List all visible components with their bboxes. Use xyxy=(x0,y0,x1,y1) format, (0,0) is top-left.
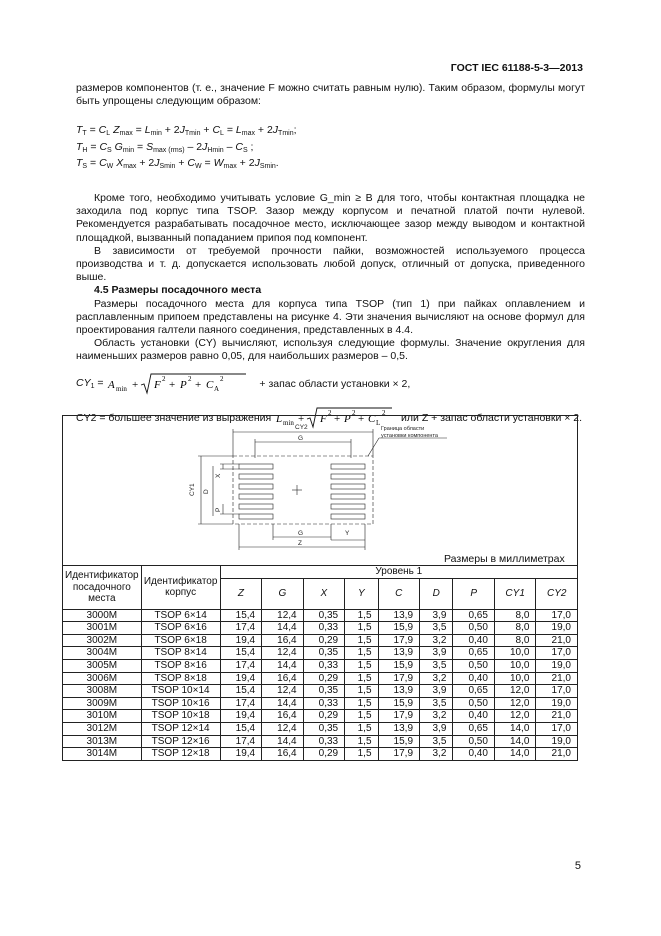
table-cell: 12,0 xyxy=(494,710,536,723)
table-cell: 13,9 xyxy=(378,609,420,622)
cy2-prefix: CY2 = большее значение из выражения xyxy=(76,411,272,424)
table-cell: 19,4 xyxy=(220,710,262,723)
table-cell: 1,5 xyxy=(345,634,378,647)
cy1-suffix: + запас области установки × 2, xyxy=(259,377,411,390)
units-note: Размеры в миллиметрах xyxy=(444,553,565,565)
svg-text:L: L xyxy=(376,418,381,427)
table-cell: 0,35 xyxy=(303,647,345,660)
paragraph-dimensions: Размеры посадочного места для корпуса типа TSOP (тип 1) при пайках оплавлением и расплавленным припоем представлены на рисунке 4. Эти значения вычисляют на основе формул для проектирования галтели паяного соединения, представленных в 4.4. xyxy=(76,297,585,336)
header-package-id: Идентификатор корпус xyxy=(141,566,220,610)
table-cell: 3,5 xyxy=(420,659,453,672)
section-heading: 4.5 Размеры посадочного места xyxy=(94,284,262,297)
left-pad-column xyxy=(239,464,273,519)
table-cell: 0,29 xyxy=(303,710,345,723)
table-cell: 3,5 xyxy=(420,697,453,710)
table-cell: 16,4 xyxy=(262,748,304,761)
label-g-top: G xyxy=(298,435,304,442)
table-row xyxy=(63,710,578,723)
table-row xyxy=(63,659,578,672)
table-cell: 21,0 xyxy=(536,710,578,723)
table-cell: 3014M xyxy=(63,748,142,761)
table-cell: TSOP 10×14 xyxy=(141,685,220,698)
table-cell: 3,9 xyxy=(420,647,453,660)
table-cell: 12,4 xyxy=(262,685,304,698)
table-body xyxy=(63,609,578,760)
table-cell: 16,4 xyxy=(262,710,304,723)
table-header-row xyxy=(63,566,578,579)
svg-text:P: P xyxy=(180,378,188,391)
table-cell: 15,4 xyxy=(220,647,262,660)
table-cell: 15,9 xyxy=(378,697,420,710)
table-cell: 19,4 xyxy=(220,672,262,685)
body-text xyxy=(76,82,585,429)
column-header: Y xyxy=(345,578,378,609)
cy1-root-formula xyxy=(106,373,256,395)
table-cell: 0,29 xyxy=(303,672,345,685)
svg-text:C: C xyxy=(206,378,214,391)
table-cell: 8,0 xyxy=(494,609,536,622)
cy2-suffix: или Z + запас области установки × 2. xyxy=(401,411,583,424)
table-cell: 0,29 xyxy=(303,748,345,761)
table-cell: TSOP 6×14 xyxy=(141,609,220,622)
label-y: Y xyxy=(345,530,350,537)
svg-text:2: 2 xyxy=(382,408,386,417)
table-cell: TSOP 10×18 xyxy=(141,710,220,723)
table-cell: 3001M xyxy=(63,622,142,635)
table-cell: 19,4 xyxy=(220,748,262,761)
table-cell: 15,4 xyxy=(220,722,262,735)
table-row xyxy=(63,647,578,660)
column-header: P xyxy=(453,578,495,609)
table-cell: 0,40 xyxy=(453,710,495,723)
label-z: Z xyxy=(298,540,302,547)
formula-block xyxy=(76,124,585,174)
paragraph-area: Область установки (CY) вычисляют, используя следующие формулы. Значение округления для наименьших размеров равно 0,05, для наибольших размеров – 0,5. xyxy=(76,337,585,363)
table-cell: 1,5 xyxy=(345,672,378,685)
table-cell: 17,4 xyxy=(220,697,262,710)
table-cell: TSOP 12×16 xyxy=(141,735,220,748)
table-cell: TSOP 8×14 xyxy=(141,647,220,660)
table-cell: 3002M xyxy=(63,634,142,647)
table-cell: 15,9 xyxy=(378,622,420,635)
intro-paragraph: размеров компонентов (т. е., значение F можно считать равным нулю). Таким образом, формулы могут быть упрощены следующим образом: xyxy=(76,82,585,108)
table-cell: 0,33 xyxy=(303,697,345,710)
header-level: Уровень 1 xyxy=(220,566,577,579)
table-cell: 13,9 xyxy=(378,722,420,735)
table-row xyxy=(63,697,578,710)
table-cell: 17,0 xyxy=(536,647,578,660)
table-cell: 14,4 xyxy=(262,735,304,748)
table-cell: 1,5 xyxy=(345,735,378,748)
paragraph-tolerance: В зависимости от требуемой прочности пайки, возможностей используемого процесса производства и т. д. допускается использовать любой допуск, отличный от допуска, приведенного выше. xyxy=(76,244,585,284)
table-cell: 3,9 xyxy=(420,685,453,698)
table-cell: 0,35 xyxy=(303,685,345,698)
table-cell: 10,0 xyxy=(494,647,536,660)
svg-text:2: 2 xyxy=(220,374,224,383)
table-cell: 1,5 xyxy=(345,748,378,761)
table-cell: TSOP 10×16 xyxy=(141,697,220,710)
table-cell: 1,5 xyxy=(345,622,378,635)
table-cell: 3,2 xyxy=(420,748,453,761)
table-cell: 17,0 xyxy=(536,722,578,735)
table-cell: 17,0 xyxy=(536,609,578,622)
table-cell: 1,5 xyxy=(345,697,378,710)
label-boundary: Граница области установки компонента xyxy=(381,426,438,439)
svg-text:F: F xyxy=(154,378,162,391)
column-header: G xyxy=(262,578,304,609)
table-cell: 3,5 xyxy=(420,735,453,748)
table-cell: 0,50 xyxy=(453,659,495,672)
svg-text:+: + xyxy=(132,378,139,391)
label-d: D xyxy=(203,489,210,494)
table-cell: 14,4 xyxy=(262,659,304,672)
column-header: Z xyxy=(220,578,262,609)
table-cell: 17,4 xyxy=(220,622,262,635)
column-header: C xyxy=(378,578,420,609)
table-cell: 10,0 xyxy=(494,672,536,685)
table-cell: 19,0 xyxy=(536,735,578,748)
table-cell: 1,5 xyxy=(345,710,378,723)
table-cell: 3,2 xyxy=(420,634,453,647)
table-cell: 3,2 xyxy=(420,710,453,723)
svg-text:+: + xyxy=(169,378,176,391)
table-cell: 17,9 xyxy=(378,748,420,761)
land-pattern-figure xyxy=(63,416,577,566)
table-cell: 3,5 xyxy=(420,622,453,635)
column-header: X xyxy=(303,578,345,609)
table-cell: 3009M xyxy=(63,697,142,710)
table-cell: 0,33 xyxy=(303,622,345,635)
table-row xyxy=(63,685,578,698)
table-cell: 17,4 xyxy=(220,659,262,672)
table-cell: 17,9 xyxy=(378,710,420,723)
table-cell: 13,9 xyxy=(378,685,420,698)
svg-text:2: 2 xyxy=(188,374,192,383)
table-cell: 1,5 xyxy=(345,722,378,735)
table-cell: 3,9 xyxy=(420,722,453,735)
table-cell: 21,0 xyxy=(536,672,578,685)
table-cell: 0,33 xyxy=(303,735,345,748)
formula-1: $T_T = C_L$ $Z_{max} = L_{min} + 2J_{Tmin} + C_L = L_{max} + 2J_{Tmin}$; xyxy=(76,124,297,138)
table-cell: 8,0 xyxy=(494,634,536,647)
table-row xyxy=(63,722,578,735)
svg-text:+: + xyxy=(358,412,365,425)
table-cell: 19,0 xyxy=(536,659,578,672)
table-cell: 14,0 xyxy=(494,735,536,748)
label-cy2: CY2 xyxy=(295,424,308,431)
table-cell: 21,0 xyxy=(536,748,578,761)
page-number: 5 xyxy=(574,860,581,872)
table-cell: 16,4 xyxy=(262,634,304,647)
table-cell: TSOP 12×14 xyxy=(141,722,220,735)
column-header: CY1 xyxy=(494,578,536,609)
table-cell: 14,0 xyxy=(494,722,536,735)
table-cell: 12,4 xyxy=(262,722,304,735)
paragraph-condition: Кроме того, необходимо учитывать условие G_min ≥ B для того, чтобы контактная площадка не заходила под корпус типа TSOP. Зазор между корпусом и печатной платой почти нулевой. Рекомендуется разрабатывать посадочное место, исключающее зазор между выводом и контактной площадкой, вызванный попаданием припоя под компонент. xyxy=(76,191,585,244)
table-cell: 12,4 xyxy=(262,647,304,660)
svg-text:+: + xyxy=(334,412,341,425)
table-cell: 19,0 xyxy=(536,697,578,710)
table-row xyxy=(63,735,578,748)
svg-text:A: A xyxy=(214,384,220,393)
table-cell: 21,0 xyxy=(536,634,578,647)
table-cell: TSOP 8×18 xyxy=(141,672,220,685)
column-header: CY2 xyxy=(536,578,578,609)
table-cell: 14,4 xyxy=(262,622,304,635)
table-cell: 12,0 xyxy=(494,685,536,698)
table-cell: 3008M xyxy=(63,685,142,698)
table-cell: 0,50 xyxy=(453,622,495,635)
table-cell: 3012M xyxy=(63,722,142,735)
table-cell: 15,4 xyxy=(220,609,262,622)
table-cell: 0,65 xyxy=(453,647,495,660)
table-cell: 3,2 xyxy=(420,672,453,685)
table-cell: 0,29 xyxy=(303,634,345,647)
table-cell: 14,0 xyxy=(494,748,536,761)
table-row xyxy=(63,748,578,761)
table-cell: 3,9 xyxy=(420,609,453,622)
table-cell: 1,5 xyxy=(345,685,378,698)
table-cell: 15,9 xyxy=(378,735,420,748)
table-cell: 3013M xyxy=(63,735,142,748)
svg-text:P: P xyxy=(344,412,351,425)
table-cell: TSOP 12×18 xyxy=(141,748,220,761)
table-cell: 0,35 xyxy=(303,722,345,735)
table-row xyxy=(63,634,578,647)
table-cell: 17,9 xyxy=(378,672,420,685)
table-cell: 19,0 xyxy=(536,622,578,635)
svg-text:F: F xyxy=(320,412,327,425)
table-cell: TSOP 8×16 xyxy=(141,659,220,672)
formula-2: $T_H = C_S$ $G_{min} = S_{max (rms)} - 2J_{Hmin} - C_S$ ; xyxy=(76,140,254,154)
table-cell: 0,50 xyxy=(453,735,495,748)
table-cell: 0,40 xyxy=(453,634,495,647)
table-cell: 16,4 xyxy=(262,672,304,685)
table-cell: 1,5 xyxy=(345,609,378,622)
table-cell: 3010M xyxy=(63,710,142,723)
svg-text:+: + xyxy=(298,412,305,425)
table-row xyxy=(63,672,578,685)
svg-text:min: min xyxy=(116,384,128,393)
column-header: D xyxy=(420,578,453,609)
table-cell: 0,40 xyxy=(453,672,495,685)
table-cell: TSOP 6×18 xyxy=(141,634,220,647)
table-cell: 0,65 xyxy=(453,609,495,622)
table-cell: 0,40 xyxy=(453,748,495,761)
footprint-table xyxy=(62,565,578,761)
table-cell: 0,35 xyxy=(303,609,345,622)
table-cell: 17,9 xyxy=(378,634,420,647)
table-cell: 3004M xyxy=(63,647,142,660)
table-cell: 1,5 xyxy=(345,659,378,672)
svg-text:2: 2 xyxy=(162,374,166,383)
table-cell: 14,4 xyxy=(262,697,304,710)
right-pad-column xyxy=(331,464,365,519)
table-cell: 0,33 xyxy=(303,659,345,672)
svg-text:L: L xyxy=(276,412,283,425)
table-cell: 15,4 xyxy=(220,685,262,698)
table-cell: 3000M xyxy=(63,609,142,622)
table-cell: 17,4 xyxy=(220,735,262,748)
label-p: P xyxy=(215,507,222,512)
svg-text:min: min xyxy=(283,418,295,427)
table-row xyxy=(63,622,578,635)
svg-text:A: A xyxy=(108,378,116,391)
table-cell: 1,5 xyxy=(345,647,378,660)
label-cy1: CY1 xyxy=(189,483,196,496)
table-cell: 12,4 xyxy=(262,609,304,622)
label-x: X xyxy=(215,473,222,478)
table-cell: 12,0 xyxy=(494,697,536,710)
table-cell: 8,0 xyxy=(494,622,536,635)
svg-text:2: 2 xyxy=(352,408,356,417)
svg-text:2: 2 xyxy=(328,408,332,417)
document-header: ГОСТ IEC 61188-5-3—2013 xyxy=(450,62,583,74)
figure-frame xyxy=(62,412,578,566)
table-cell: 3006M xyxy=(63,672,142,685)
formula-3: $T_S = C_W$ $X_{max} + 2J_{Smin} + C_W = W_{max} + 2J_{Smin}$. xyxy=(76,157,279,171)
label-g-bottom: G xyxy=(298,530,304,537)
table-cell: 0,65 xyxy=(453,685,495,698)
table-cell: TSOP 6×16 xyxy=(141,622,220,635)
svg-text:C: C xyxy=(368,412,376,425)
table-row xyxy=(63,609,578,622)
table-cell: 15,9 xyxy=(378,659,420,672)
table-cell: 10,0 xyxy=(494,659,536,672)
table-cell: 0,65 xyxy=(453,722,495,735)
table-cell: 0,50 xyxy=(453,697,495,710)
header-land-id: Идентификатор посадочного места xyxy=(63,566,142,610)
table-cell: 13,9 xyxy=(378,647,420,660)
table-cell: 3005M xyxy=(63,659,142,672)
svg-text:+: + xyxy=(195,378,202,391)
cy1-equation: $CY_1$ = A min + F 2 + P 2 + C A 2 + запас области установки × 2, xyxy=(76,374,411,393)
table-cell: 19,4 xyxy=(220,634,262,647)
table-cell: 17,0 xyxy=(536,685,578,698)
